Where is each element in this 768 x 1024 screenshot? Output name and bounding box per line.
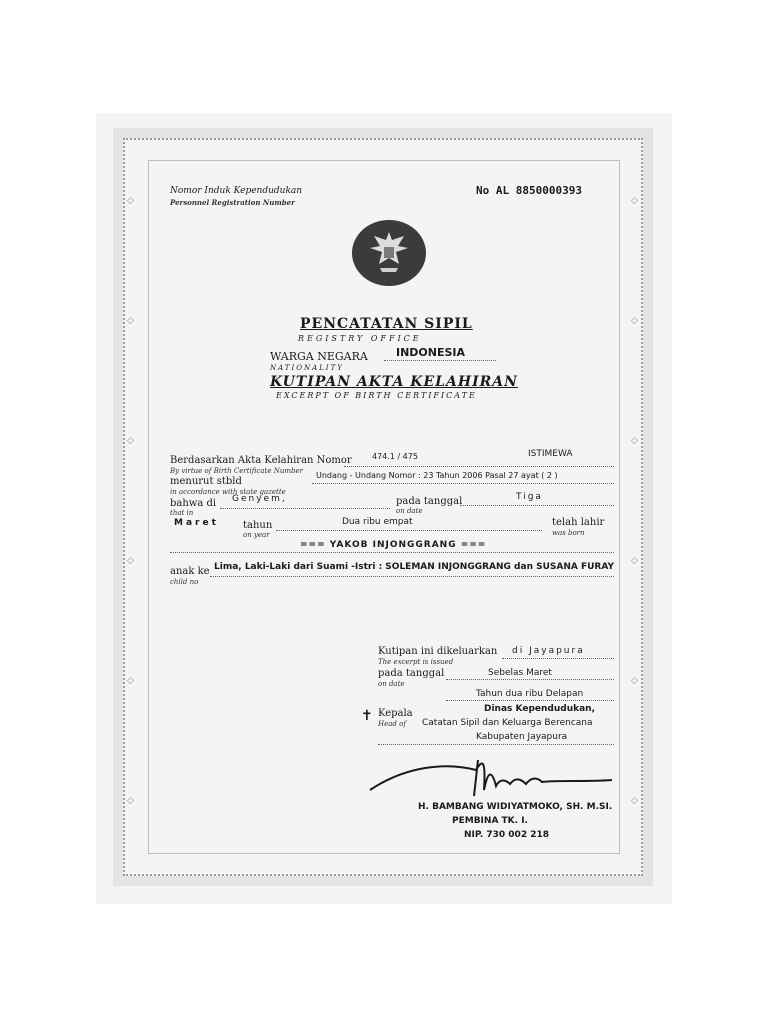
office-title-en: REGISTRY OFFICE (298, 334, 422, 343)
ornament-icon: ◇ (127, 556, 134, 566)
gazette-dotted-line (312, 483, 614, 484)
date-value: Tiga (516, 492, 543, 502)
year-value: Dua ribu empat (342, 517, 413, 527)
born-label-en: was born (552, 529, 585, 537)
cross-mark-icon: ✝ (361, 708, 373, 724)
ornament-icon: ◇ (631, 196, 638, 206)
issued-year: Tahun dua ribu Delapan (476, 689, 584, 699)
page-scan-mark: · (761, 1012, 762, 1016)
document-title-en: EXCERPT OF BIRTH CERTIFICATE (276, 391, 477, 400)
signature-icon (366, 756, 618, 802)
issued-place: di Jayapura (512, 646, 585, 656)
ornament-icon: ◇ (127, 676, 134, 686)
agency-line-3: Kabupaten Jayapura (476, 732, 568, 742)
nationality-label: WARGA NEGARA (270, 350, 368, 363)
ornament-icon: ◇ (127, 196, 134, 206)
date-label-en: on date (396, 507, 423, 515)
month-value: Maret (174, 518, 219, 528)
gazette-label: menurut stbld (170, 476, 242, 487)
ornament-icon: ◇ (631, 436, 638, 446)
ornament-icon: ◇ (631, 316, 638, 326)
place-label-en: that in (170, 509, 194, 517)
signatory-rank: PEMBINA TK. I. (452, 816, 528, 826)
cert-number-dotted-line (344, 466, 614, 467)
ornament-icon: ◇ (631, 556, 638, 566)
office-title: PENCATATAN SIPIL (300, 316, 473, 332)
place-dotted-line (220, 508, 390, 509)
place-value: Genyem, (232, 494, 287, 504)
year-label-en: on year (243, 531, 270, 539)
date-dotted-line (460, 505, 614, 506)
child-order-label: anak ke (170, 566, 210, 577)
nationality-dotted-line (384, 360, 496, 361)
head-label: Kepala (378, 708, 413, 719)
document-title: KUTIPAN AKTA KELAHIRAN (270, 374, 518, 390)
cert-number-label-en: By virtue of Birth Certificate Number (170, 467, 303, 475)
child-order-dotted-line (210, 576, 614, 577)
child-order-label-en: child no (170, 578, 199, 586)
year-dotted-line (276, 530, 542, 531)
ornament-icon: ◇ (127, 436, 134, 446)
ornament-icon: ◇ (631, 796, 638, 806)
issued-date-dotted-line (446, 679, 614, 680)
nik-label-en: Personnel Registration Number (170, 198, 295, 207)
cert-number: 474.1 / 475 (372, 452, 418, 461)
issued-date-label-en: on date (378, 680, 405, 688)
agency-dotted-line (378, 744, 614, 745)
child-name: === YAKOB INJONGGRANG === (300, 540, 487, 550)
issued-label-en: The excerpt is issued (378, 658, 454, 666)
gazette-value: Undang - Undang Nomor : 23 Tahun 2006 Pasal 27 ayat ( 2 ) (316, 471, 558, 480)
child-name-dotted-line (170, 552, 614, 553)
issued-date-label: pada tanggal (378, 668, 445, 679)
born-label: telah lahir (552, 517, 605, 528)
issued-date-value: Sebelas Maret (488, 668, 552, 678)
gazette-label-en: in accordance with state gazette (170, 488, 286, 496)
head-label-en: Head of (378, 720, 406, 728)
issued-place-dotted-line (502, 658, 614, 659)
ornament-icon: ◇ (631, 676, 638, 686)
nik-label: Nomor Induk Kependudukan (170, 186, 303, 196)
nationality-value: INDONESIA (396, 346, 466, 359)
nationality-label-en: NATIONALITY (270, 364, 344, 372)
child-order-value: Lima, Laki-Laki dari Suami -Istri : SOLEMAN INJONGGRANG dan SUSANA FURAY (214, 562, 614, 572)
issued-year-dotted-line (446, 700, 614, 701)
cert-number-label: Berdasarkan Akta Kelahiran Nomor (170, 455, 352, 466)
serial-number: No AL 8850000393 (476, 184, 582, 197)
cert-type: ISTIMEWA (528, 449, 573, 459)
garuda-emblem-icon (352, 220, 426, 286)
date-label: pada tanggal (396, 496, 463, 507)
agency-line-1: Dinas Kependudukan, (484, 704, 595, 714)
signatory-nip: NIP. 730 002 218 (464, 830, 550, 840)
year-label: tahun (243, 520, 273, 531)
signatory-name: H. BAMBANG WIDIYATMOKO, SH. M.SI. (418, 802, 613, 812)
issued-label: Kutipan ini dikeluarkan (378, 646, 498, 657)
ornament-icon: ◇ (127, 316, 134, 326)
agency-line-2: Catatan Sipil dan Keluarga Berencana (422, 718, 593, 728)
ornament-icon: ◇ (127, 796, 134, 806)
place-label: bahwa di (170, 498, 217, 509)
